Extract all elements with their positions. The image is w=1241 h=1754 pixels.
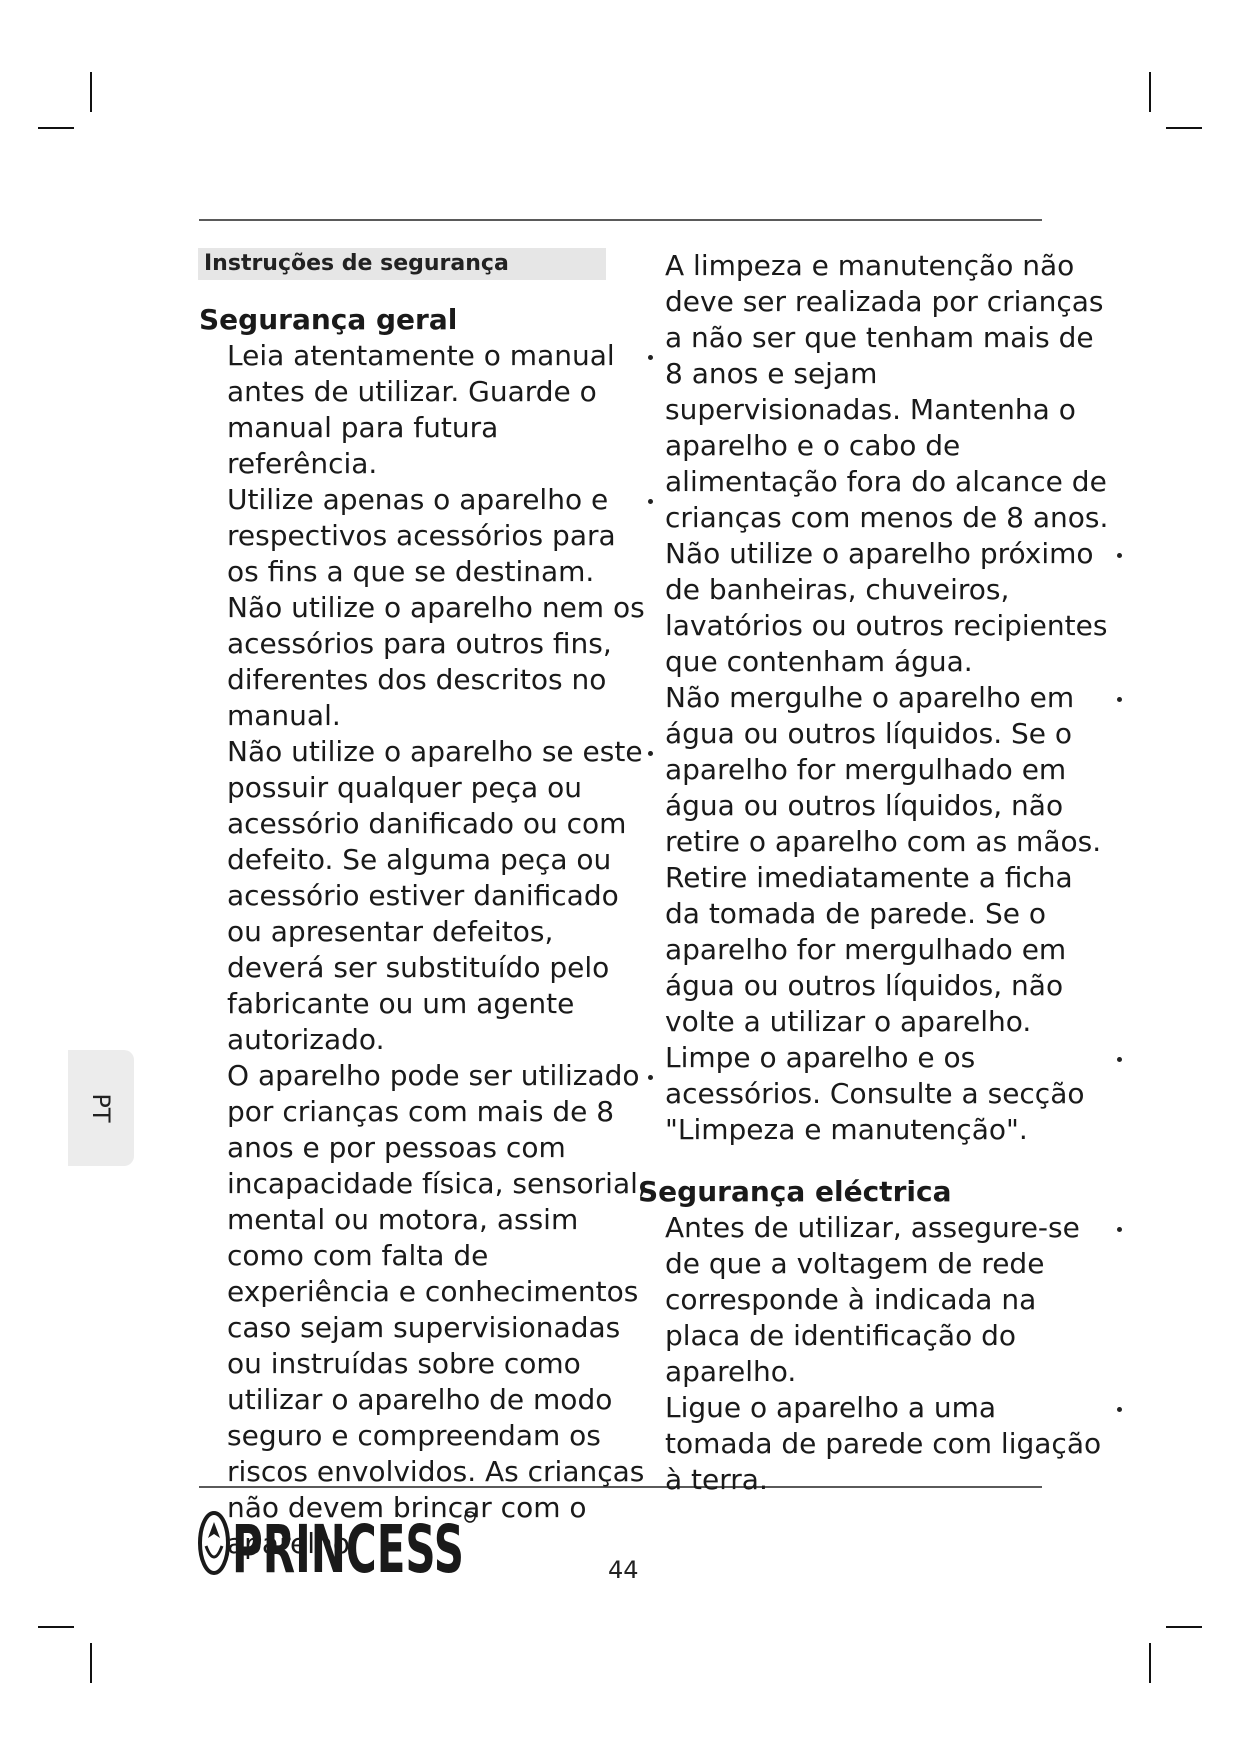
safety-item-text: Não utilize o aparelho próximo de banheiras, chuveiros, lavatórios ou outros recipientes que contenham água.	[665, 537, 1108, 678]
heading-general-safety: Segurança geral	[199, 303, 458, 336]
safety-item	[227, 734, 647, 1058]
bullet-icon	[1117, 697, 1122, 702]
bullet-icon	[1117, 1057, 1122, 1062]
header-rule	[199, 219, 1042, 221]
crop-mark	[90, 72, 92, 112]
bullet-icon	[1117, 1407, 1122, 1412]
safety-item	[665, 1040, 1110, 1148]
section-tag: Instruções de segurança	[198, 248, 606, 280]
crop-mark	[90, 1643, 92, 1683]
bullet-icon	[648, 1075, 653, 1080]
crop-mark	[1149, 1643, 1151, 1683]
right-column-electrical	[665, 1210, 1110, 1498]
crop-mark	[1166, 1626, 1202, 1628]
heading-electrical-safety: Segurança eléctrica	[638, 1175, 952, 1208]
bullet-icon	[1117, 553, 1122, 558]
safety-item	[665, 1390, 1110, 1498]
safety-item	[227, 482, 647, 734]
safety-item	[665, 680, 1110, 1040]
crop-mark	[38, 1626, 74, 1628]
safety-item-text: Não utilize o aparelho se este possuir qualquer peça ou acessório danificado ou com defeito. Se alguma peça ou acessório estiver danificado ou apresentar defeitos, deverá ser substituído pelo fabricante ou um agente autorizado.	[227, 735, 643, 1056]
safety-item	[665, 1210, 1110, 1390]
crop-mark	[1166, 127, 1202, 129]
safety-item-text: Ligue o aparelho a uma tomada de parede com ligação à terra.	[665, 1391, 1102, 1496]
language-tab-label: PT	[87, 1093, 115, 1123]
brand-wordmark: PRINCESS	[232, 1511, 464, 1578]
safety-item-text: O aparelho pode ser utilizado por crianças com mais de 8 anos e por pessoas com incapacidade física, sensorial, mental ou motora, assim como com falta de experiência e conhecimentos caso sejam supervisionadas ou instruídas sobre como utilizar o aparelho de modo seguro e compreendam os riscos envolvidos. As crianças não devem brincar com o aparelho.	[227, 1059, 647, 1560]
bullet-icon	[648, 499, 653, 504]
safety-item	[227, 1058, 647, 1562]
safety-item-text: Utilize apenas o aparelho e respectivos acessórios para os fins a que se destinam. Não utilize o aparelho nem os acessórios para outros fins, diferentes dos descritos no manual.	[227, 483, 645, 732]
safety-item-text: Antes de utilizar, assegure-se de que a voltagem de rede corresponde à indicada na placa de identificação do aparelho.	[665, 1211, 1080, 1388]
crop-mark	[38, 127, 74, 129]
bullet-icon	[648, 355, 653, 360]
safety-item-text: Leia atentamente o manual antes de utilizar. Guarde o manual para futura referência.	[227, 339, 615, 480]
safety-item-text: Limpe o aparelho e os acessórios. Consulte a secção "Limpeza e manutenção".	[665, 1041, 1085, 1146]
princess-logo	[197, 1508, 477, 1578]
safety-item-text: A limpeza e manutenção não deve ser realizada por crianças a não ser que tenham mais de 8 anos e sejam supervisionadas. Mantenha o aparelho e o cabo de alimentação fora do alcance de crianças com menos de 8 anos.	[665, 249, 1109, 534]
left-column	[227, 338, 647, 1562]
safety-item	[665, 248, 1110, 536]
right-column	[665, 248, 1110, 1148]
safety-item	[227, 338, 647, 482]
safety-item	[665, 536, 1110, 680]
page-number: 44	[608, 1556, 639, 1584]
safety-item-text: Não mergulhe o aparelho em água ou outros líquidos. Se o aparelho for mergulhado em água ou outros líquidos, não retire o aparelho com as mãos. Retire imediatamente a ficha da tomada de parede. Se o aparelho for mergulhado em água ou outros líquidos, não volte a utilizar o aparelho.	[665, 681, 1102, 1038]
language-tab	[68, 1050, 134, 1166]
bullet-icon	[1117, 1227, 1122, 1232]
crop-mark	[1149, 72, 1151, 112]
bullet-icon	[648, 751, 653, 756]
